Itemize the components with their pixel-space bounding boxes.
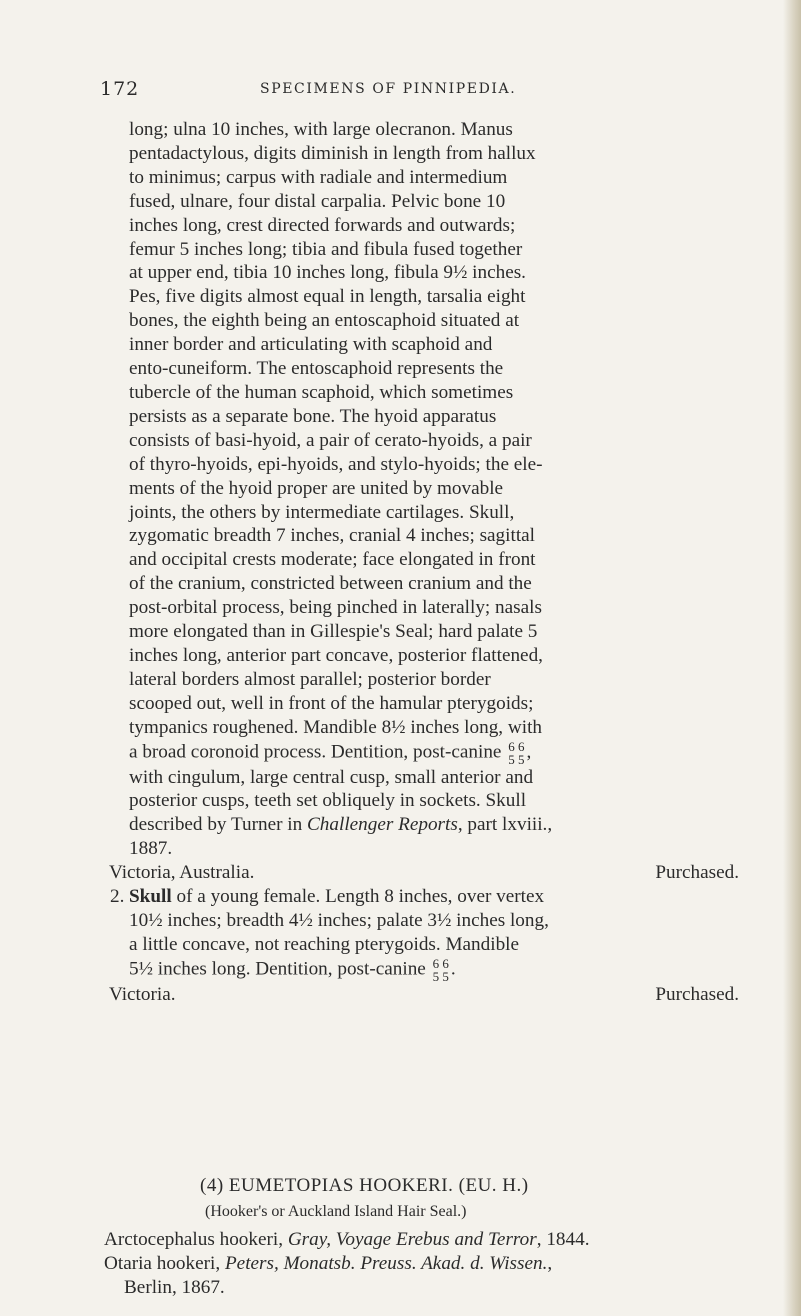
citation-year: 1887. (129, 838, 173, 860)
locality-status: Purchased. (655, 983, 739, 1005)
synonymy-continuation: Berlin, 1867. (124, 1276, 225, 1298)
specimen-line-1: of a young female. Length 8 inches, over vertex (171, 886, 545, 908)
text-line: femur 5 inches long; tibia and fibula fused together (129, 238, 523, 260)
text-line: ments of the hyoid proper are united by movable (129, 477, 504, 499)
dentition-text: a broad coronoid process. Dentition, post-canine (129, 740, 502, 762)
text-line: of thyro-hyoids, epi-hyoids, and stylo-hyoids; the ele- (129, 453, 543, 475)
species-heading: (4) EUMETOPIAS HOOKERI. (EU. H.) (200, 1175, 529, 1196)
text-line: inner border and articulating with scaphoid and (129, 334, 493, 356)
text-line: tympanics roughened. Mandible 8½ inches long, with (129, 716, 542, 738)
citation-line (129, 813, 739, 837)
text-line: zygomatic breadth 7 inches, cranial 4 inches; sagittal (129, 525, 535, 547)
running-head: SPECIMENS OF PINNIPEDIA. (260, 81, 517, 97)
text-line: inches long, crest directed forwards and outwards; (129, 214, 516, 236)
locality-place: Victoria. (109, 983, 176, 1005)
text-line: fused, ulnare, four distal carpalia. Pelvic bone 10 (129, 190, 506, 212)
dentition-formula-line (129, 957, 739, 983)
dentition-fraction (433, 957, 449, 983)
text-line: long; ulna 10 inches, with large olecranon. Manus (129, 119, 513, 140)
synonym-reference-rest: , 1844. (536, 1229, 590, 1250)
text-line: a little concave, not reaching pterygoids. Mandible (129, 933, 520, 955)
text-line: post-orbital process, being pinched in laterally; nasals (129, 597, 542, 619)
text-line: persists as a separate bone. The hyoid apparatus (129, 405, 497, 427)
citation-prefix: described by Turner in (129, 814, 307, 836)
fraction-denominator: 5 5 (508, 751, 525, 767)
locality-place: Victoria, Australia. (109, 862, 255, 884)
text-line: to minimus; carpus with radiale and intermedium (129, 166, 508, 188)
specimen-number: 2. (110, 886, 125, 908)
text-line: tubercle of the human scaphoid, which sometimes (129, 381, 514, 403)
fraction-numerator: 6 6 (508, 738, 525, 754)
dentition-formula-line (129, 740, 739, 766)
text-line: lateral borders almost parallel; posterior border (129, 668, 491, 690)
text-line: bones, the eighth being an entoscaphoid situated at (129, 310, 520, 332)
specimen-2-heading (110, 885, 739, 909)
specimen-description (109, 118, 739, 1007)
synonym-reference: Gray, Voyage Erebus and Terror (287, 1229, 537, 1250)
text-line: and occipital crests moderate; face elongated in front (129, 549, 536, 571)
text-line: joints, the others by intermediate cartilages. Skull, (129, 501, 515, 523)
specimen-title: Skull (129, 886, 172, 908)
text-line: Pes, five digits almost equal in length, tarsalia eight (129, 286, 526, 308)
synonymy-entry (104, 1228, 784, 1252)
dentition-end: , (526, 740, 532, 762)
locality-status: Purchased. (655, 862, 739, 884)
page-edge-shadow (783, 0, 801, 1316)
synonym-reference-rest: , (547, 1252, 553, 1274)
synonym-name: Arctocephalus hookeri, (104, 1229, 288, 1250)
text-line: consists of basi-hyoid, a pair of cerato-hyoids, a pair (129, 429, 532, 451)
text-line: more elongated than in Gillespie's Seal; hard palate 5 (129, 621, 538, 643)
synonym-reference: Peters, Monatsb. Preuss. Akad. d. Wissen. (224, 1252, 548, 1274)
locality-row (109, 861, 739, 885)
dentition-end: . (450, 958, 456, 980)
page-header (0, 78, 801, 106)
text-line: ento-cuneiform. The entoscaphoid represents the (129, 358, 504, 380)
page-number: 172 (100, 78, 140, 100)
text-line: scooped out, well in front of the hamular pterygoids; (129, 692, 534, 714)
text-line: inches long, anterior part concave, posterior flattened, (129, 644, 543, 666)
locality-row (109, 983, 739, 1007)
text-line: 10½ inches; breadth 4½ inches; palate 3½ inches long, (129, 910, 549, 931)
synonym-name: Otaria hookeri, (104, 1252, 225, 1274)
fraction-denominator: 5 5 (432, 968, 449, 984)
text-line: with cingulum, large central cusp, small anterior and (129, 766, 534, 788)
citation-suffix: , part lxviii., (457, 814, 553, 836)
fraction-numerator: 6 6 (432, 955, 449, 971)
text-line: pentadactylous, digits diminish in length from hallux (129, 142, 536, 164)
text-line: of the cranium, constricted between cranium and the (129, 573, 532, 595)
dentition-text: 5½ inches long. Dentition, post-canine (129, 958, 426, 980)
dentition-fraction (508, 740, 524, 766)
text-line: posterior cusps, teeth set obliquely in sockets. Skull (129, 790, 527, 812)
synonymy-entry (104, 1252, 784, 1276)
text-line: at upper end, tibia 10 inches long, fibula 9½ inches. (129, 262, 526, 284)
synonymy-list (104, 1228, 784, 1300)
species-common-name: (Hooker's or Auckland Island Hair Seal.) (205, 1203, 467, 1220)
citation-title: Challenger Reports (307, 814, 458, 836)
